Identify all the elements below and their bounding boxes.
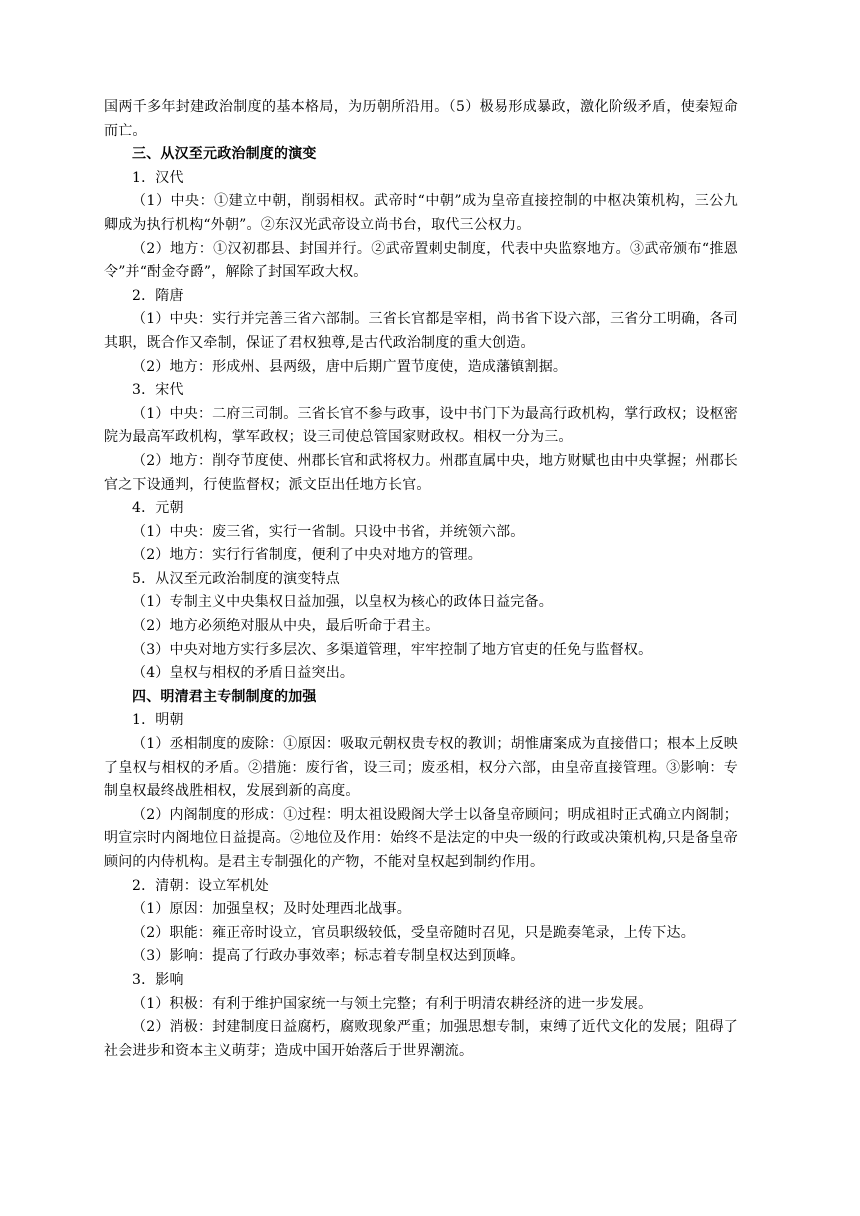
paragraph-qing-impact: （3）影响：提高了行政办事效率；标志着专制皇权达到顶峰。 <box>132 948 525 965</box>
paragraph-ming-chancellor: （1）丞相制度的废除：①原因：吸取元朝权贵专权的教训；胡惟庸案成为直接借口；根本上反映了皇权与相权的矛盾。②措施：废行省，设三司；废丞相，权分六部，由皇帝直接管理。③影响：专制皇权最终战胜相权，发展到新的高度。 <box>104 736 738 800</box>
paragraph-impact-positive: （1）积极：有利于维护国家统一与领土完整；有利于明清农耕经济的进一步发展。 <box>132 995 653 1012</box>
subsection-title-yuan: 4．元朝 <box>132 500 184 517</box>
paragraph-qing-function: （2）职能：雍正帝时设立，官员职级较低，受皇帝随时召见，只是跪奏笔录，上传下达。 <box>132 924 695 941</box>
section-heading-han-to-yuan: 三、从汉至元政治制度的演变 <box>132 146 317 163</box>
document-page <box>104 96 738 1063</box>
subsection-title-suitang: 2．隋唐 <box>132 287 184 304</box>
intro-paragraph: 国两千多年封建政治制度的基本格局，为历朝所沿用。（5）极易形成暴政，激化阶级矛盾，使秦短命而亡。 <box>104 99 738 139</box>
subsection-title-impact: 3．影响 <box>132 971 184 988</box>
paragraph-yuan-local: （2）地方：实行行省制度，便利了中央对地方的管理。 <box>132 547 482 564</box>
subsection-title-ming: 1．明朝 <box>132 712 184 729</box>
paragraph-suitang-central: （1）中央：实行并完善三省六部制。三省长官都是宰相，尚书省下设六部，三省分工明确，各司其职，既合作又牵制，保证了君权独尊,是古代政治制度的重大创造。 <box>104 311 738 351</box>
paragraph-impact-negative: （2）消极：封建制度日益腐朽，腐败现象严重；加强思想专制，束缚了近代文化的发展；阻碍了社会进步和资本主义萌芽；造成中国开始落后于世界潮流。 <box>104 1019 738 1059</box>
paragraph-feature-2: （2）地方必须绝对服从中央，最后听命于君主。 <box>132 618 440 635</box>
paragraph-feature-1: （1）专制主义中央集权日益加强，以皇权为核心的政体日益完备。 <box>132 594 553 611</box>
paragraph-suitang-local: （2）地方：形成州、县两级，唐中后期广置节度使，造成藩镇割据。 <box>132 358 568 375</box>
subsection-title-features: 5．从汉至元政治制度的演变特点 <box>132 570 340 587</box>
subsection-title-han: 1．汉代 <box>132 169 184 186</box>
paragraph-qing-reason: （1）原因：加强皇权；及时处理西北战事。 <box>132 901 411 918</box>
subsection-title-qing: 2．清朝：设立军机处 <box>132 877 269 894</box>
paragraph-song-central: （1）中央：二府三司制。三省长官不参与政事，设中书门下为最高行政机构，掌行政权；设枢密院为最高军政机构，掌军政权；设三司使总管国家财政权。相权一分为三。 <box>104 405 738 446</box>
subsection-title-song: 3．宋代 <box>132 382 184 399</box>
paragraph-han-local: （2）地方：①汉初郡县、封国并行。②武帝置刺史制度，代表中央监察地方。③武帝颁布“推恩令”并“酎金夺爵”，解除了封国军政大权。 <box>104 240 738 281</box>
paragraph-ming-cabinet: （2）内阁制度的形成：①过程：明太祖设殿阁大学士以备皇帝顾问；明成祖时正式确立内阁制；明宣宗时内阁地位日益提高。②地位及作用：始终不是法定的中央一级的行政或决策机构,只是备皇帝顾问的内侍机构。是君主专制强化的产物，不能对皇权起到制约作用。 <box>104 806 738 870</box>
section-heading-ming-qing: 四、明清君主专制制度的加强 <box>132 688 317 705</box>
paragraph-han-central: （1）中央：①建立中朝，削弱相权。武帝时“中朝”成为皇帝直接控制的中枢决策机构，三公九卿成为执行机构“外朝”。②东汉光武帝设立尚书台，取代三公权力。 <box>104 193 738 233</box>
paragraph-feature-4: （4）皇权与相权的矛盾日益突出。 <box>132 665 355 682</box>
paragraph-feature-3: （3）中央对地方实行多层次、多渠道管理，牢牢控制了地方官吏的任免与监督权。 <box>132 641 653 658</box>
paragraph-song-local: （2）地方：削夺节度使、州郡长官和武将权力。州郡直属中央，地方财赋也由中央掌握；州郡长官之下设通判，行使监督权；派文臣出任地方长官。 <box>104 452 738 493</box>
paragraph-yuan-central: （1）中央：废三省，实行一省制。只设中书省，并统领六部。 <box>132 523 525 540</box>
